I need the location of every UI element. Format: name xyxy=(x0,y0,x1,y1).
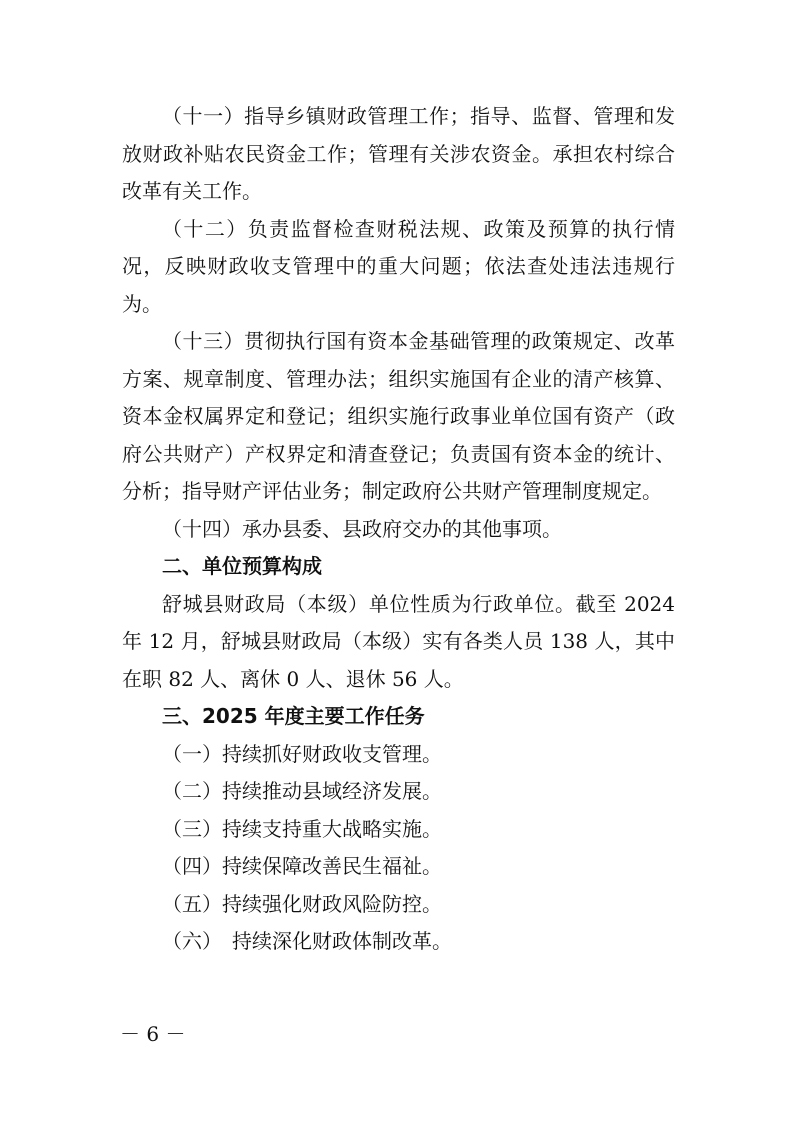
page-number: － 6 － xyxy=(120,1022,186,1046)
section-heading-2025-tasks: 三、2025 年度主要工作任务 xyxy=(162,704,425,728)
task-item-3: （三）持续支持重大战略实施。 xyxy=(162,816,442,841)
task-item-2: （二）持续推动县域经济发展。 xyxy=(162,779,442,803)
paragraph-duty-13: （十三）贯彻执行国有资本金基础管理的政策规定、改革方案、规章制度、管理办法；组织实施国有企业的清产核算、资本金权属界定和登记；组织实施行政事业单位国有资产（政府公共财产）产权界定和清查登记；负责国有资本金的统计、分析；指导财产评估业务；制定政府公共财产管理制度规定。 xyxy=(122,329,675,503)
paragraph-duty-14: （十四）承办县委、县政府交办的其他事项。 xyxy=(162,516,562,541)
task-item-6: （六） 持续深化财政体制改革。 xyxy=(162,929,452,953)
paragraph-duty-11: （十一）指导乡镇财政管理工作；指导、监督、管理和发放财政补贴农民资金工作；管理有关涉农资金。承担农村综合改革有关工作。 xyxy=(122,104,675,203)
paragraph-staffing: 舒城县财政局（本级）单位性质为行政单位。截至 2024 年 12 月，舒城县财政局（本级）实有各类人员 138 人，其中在职 82 人、离休 0 人、退休 56 人。 xyxy=(122,591,675,691)
task-item-5: （五）持续强化财政风险防控。 xyxy=(162,891,442,916)
document-body xyxy=(122,98,675,961)
paragraph-duty-12: （十二）负责监督检查财税法规、政策及预算的执行情况，反映财政收支管理中的重大问题；依法查处违法违规行为。 xyxy=(122,216,675,316)
task-item-1: （一）持续抓好财政收支管理。 xyxy=(162,741,442,766)
section-heading-budget-composition: 二、单位预算构成 xyxy=(162,554,322,578)
task-item-4: （四）持续保障改善民生福祉。 xyxy=(162,854,442,878)
